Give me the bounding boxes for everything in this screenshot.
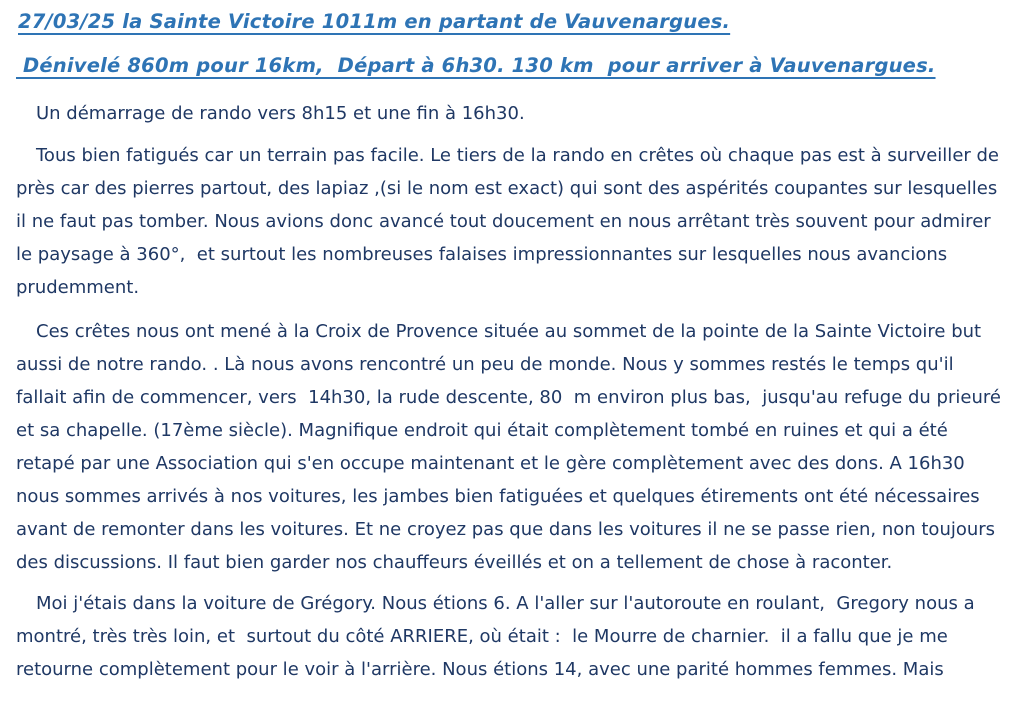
paragraph-schedule: Un démarrage de rando vers 8h15 et une fin à 16h30.: [36, 103, 525, 124]
title-line-stats: Dénivelé 860m pour 16km, Départ à 6h30. 130 km pour arriver à Vauvenargues.: [16, 54, 936, 77]
paragraph-retour-voiture: Moi j'étais dans la voiture de Grégory. Nous étions 6. A l'aller sur l'autoroute en roulant, Gregory nous a montré, très très loin, et surtout du côté ARRIERE, où était : le Mourre de charnier. il a fallu que je me retourne complètement pour le voir à l'arrière. Nous étions 14, avec une parité hommes femmes. Mais: [16, 593, 981, 680]
paragraph-croix-de-provence: Ces crêtes nous ont mené à la Croix de Provence située au sommet de la pointe de la Sainte Victoire but aussi de notre rando. . Là nous avons rencontré un peu de monde. Nous y sommes restés le temps qu'il fallait afin de commencer, vers 14h30, la rude descente, 80 m environ plus bas, jusqu'au refuge du prieuré et sa chapelle. (17ème siècle). Magnifique endroit qui était complètement tombé en ruines et qui a été retapé par une Association qui s'en occupe maintenant et le gère complètement avec des dons. A 16h30 nous sommes arrivés à nos voitures, les jambes bien fatiguées et quelques étirements ont été nécessaires avant de remonter dans les voitures. Et ne croyez pas que dans les voitures il ne se passe rien, non toujours des discussions. Il faut bien garder nos chauffeurs éveillés et on a tellement de chose à raconter.: [16, 321, 1007, 573]
title-line-date-summit: 27/03/25 la Sainte Victoire 1011m en partant de Vauvenargues.: [18, 10, 731, 33]
paragraph-terrain: Tous bien fatigués car un terrain pas facile. Le tiers de la rando en crêtes où chaque pas est à surveiller de près car des pierres partout, des lapiaz ,(si le nom est exact) qui sont des aspérités coupantes sur lesquelles il ne faut pas tomber. Nous avions donc avancé tout doucement en nous arrêtant très souvent pour admirer le paysage à 360°, et surtout les nombreuses falaises impressionnantes sur lesquelles nous avancions prudemment.: [16, 145, 1005, 298]
